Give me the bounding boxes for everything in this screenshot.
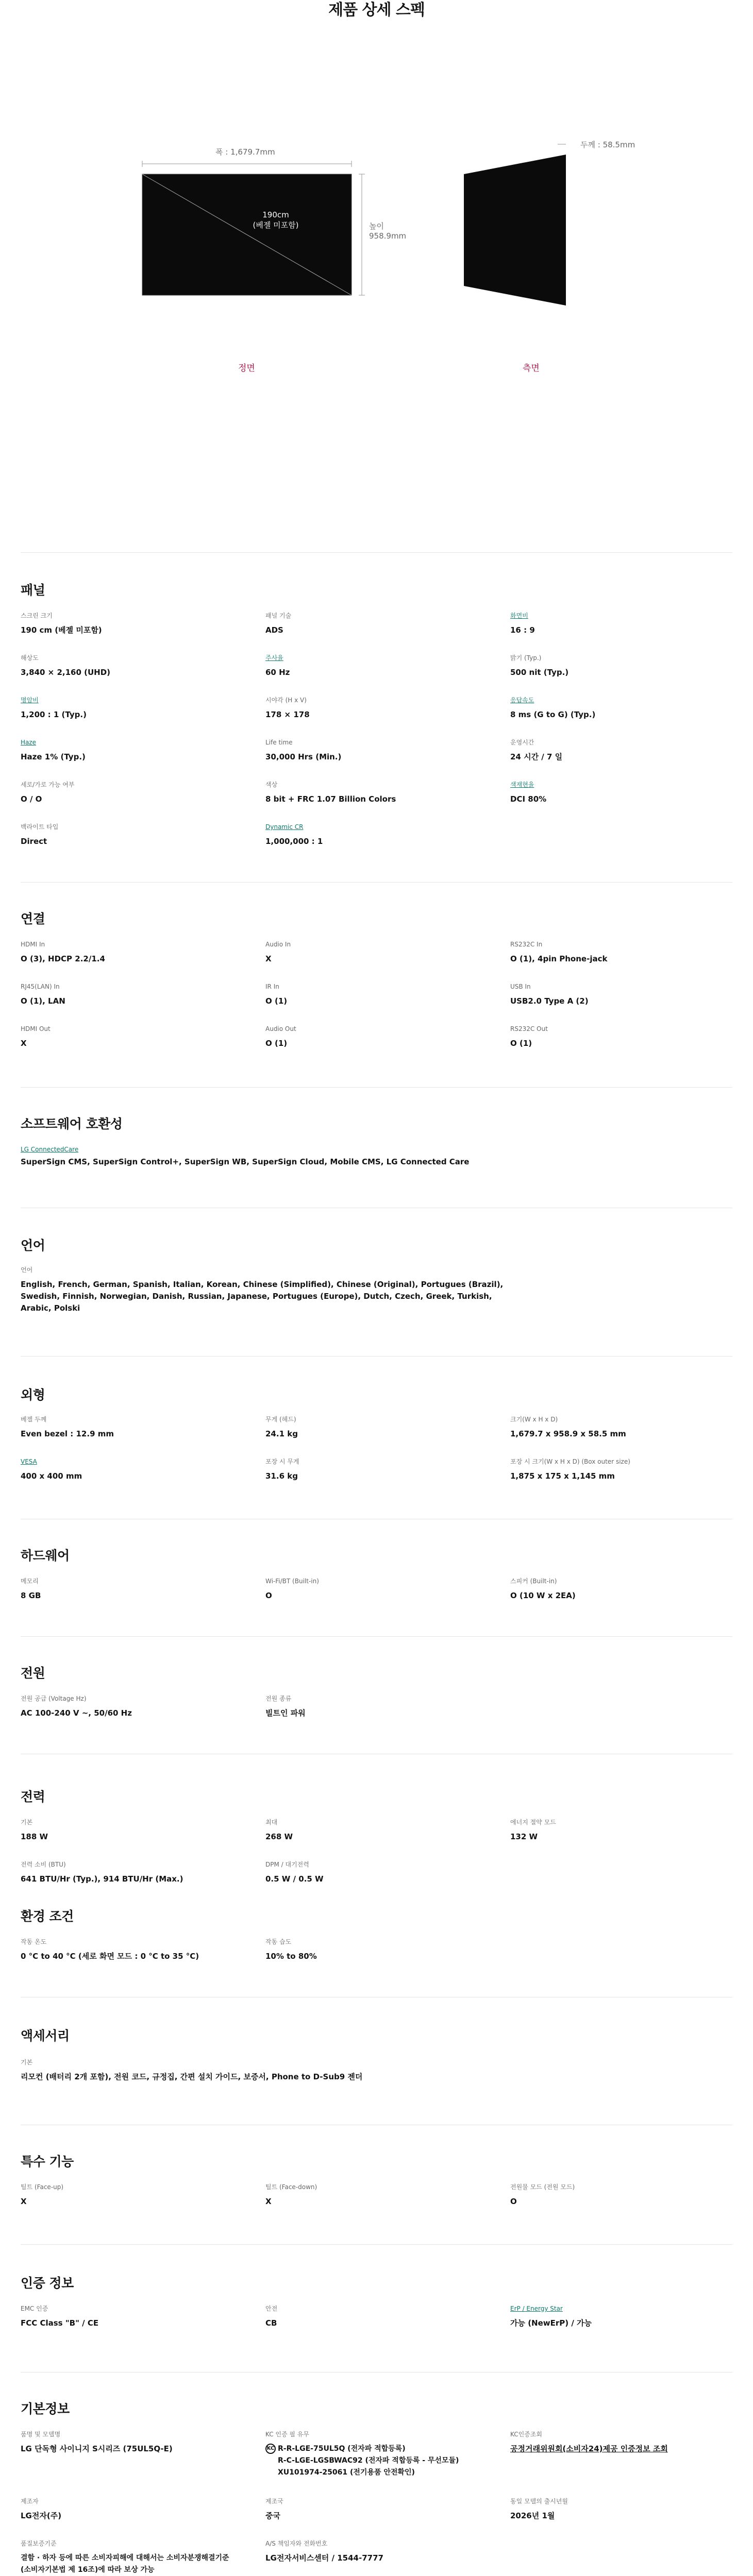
spec-kc-certification: KC 인증 필 유무 KC R-R-LGE-75UL5Q (전자파 적합등록) R-C-LGE-LGSBWAC92 (전자파 적합등록 - 무선모듈) XU101974-25061 (전기용품 안전확인) — [265, 2431, 459, 2477]
spec-tilt-face-up: 틸트 (Face-up) X — [21, 2183, 64, 2206]
spec-kc-lookup[interactable]: KC인증조회 공정거래위원회(소비자24)제공 인증정보 조회 — [510, 2430, 737, 2455]
section-divider — [21, 882, 732, 883]
spec-color-depth: 색상 8 bit + FRC 1.07 Billion Colors — [265, 781, 396, 804]
spec-release-date: 동일 모델의 출시년월 2026년 1월 — [510, 2498, 568, 2520]
spec-rs232c-in: RS232C In O (1), 4pin Phone-jack — [510, 941, 608, 963]
spec-origin: 제조국 중국 — [265, 2498, 283, 2520]
section-divider — [21, 2244, 732, 2245]
spec-erp-energy-star[interactable]: ErP / Energy Star 가능 (NewErP) / 가능 — [510, 2305, 592, 2328]
spec-vesa[interactable]: VESA 400 x 400 mm — [21, 1458, 82, 1481]
spec-rj45-in: RJ45(LAN) In O (1), LAN — [21, 983, 65, 1006]
section-title-special: 특수 기능 — [21, 2154, 74, 2169]
spec-power-max: 최대 268 W — [265, 1819, 293, 1841]
kc-line-3: XU101974-25061 (전기용품 안전확인) — [278, 2468, 415, 2477]
side-view-panel — [464, 155, 566, 306]
section-title-connectivity: 연결 — [21, 911, 45, 926]
front-view-caption: 정면 — [238, 363, 255, 374]
spec-panel-tech: 패널 기술 ADS — [265, 612, 292, 635]
spec-tilt-face-down: 틸트 (Face-down) X — [265, 2183, 317, 2206]
spec-power-mode: 전원물 모드 (전원 모드) O — [510, 2183, 575, 2206]
spec-after-service: A/S 책임자와 전화번호 LG전자서비스센터 / 1544-7777 — [265, 2540, 383, 2563]
spec-packed-weight: 포장 시 무게 31.6 kg — [265, 1458, 299, 1481]
spec-rs232c-out: RS232C Out O (1) — [510, 1025, 548, 1048]
spec-safety: 안전 CB — [265, 2305, 278, 2328]
spec-head-weight: 무게 (헤드) 24.1 kg — [265, 1416, 298, 1438]
section-divider — [21, 1636, 732, 1637]
spec-language: 언어 English, French, German, Spanish, Italian, Korean, Chinese (Simplified), Chinese (Original), Portugues (Brazil), Swedish, Finnish, Norwegian, Danish, Russian, Japanese, Portugues (Europe), Dutch, Czech, Greek, Turkish, Arabic, Polski — [21, 1266, 504, 1313]
section-title-environment: 환경 조건 — [21, 1909, 74, 1924]
section-title-hardware: 하드웨어 — [21, 1548, 70, 1563]
spec-power-type: 전원 종류 빌트인 파워 — [265, 1695, 306, 1718]
spec-orientation: 세로/가로 가능 여부 O / O — [21, 781, 75, 804]
spec-operation-time: 운영시간 24 시간 / 7 일 — [510, 739, 563, 761]
depth-label: 두께 : 58.5mm — [580, 140, 635, 149]
spec-operating-humidity: 작동 습도 10% to 80% — [265, 1938, 317, 1961]
spec-dynamic-cr[interactable]: Dynamic CR 1,000,000 : 1 — [265, 823, 323, 846]
spec-power-btu: 전력 소비 (BTU) 641 BTU/Hr (Typ.), 914 BTU/Hr (Max.) — [21, 1861, 183, 1884]
side-view-caption: 측면 — [523, 363, 540, 374]
height-label: 높이 958.9mm — [369, 222, 407, 241]
screen-size-label: 190cm (베젤 미포함) — [253, 210, 299, 230]
kc-mark-icon: KC — [265, 2444, 276, 2454]
spec-audio-out: Audio Out O (1) — [265, 1025, 296, 1048]
spec-power-typical: 기본 188 W — [21, 1819, 48, 1841]
spec-usb-in: USB In USB2.0 Type A (2) — [510, 983, 589, 1006]
spec-packed-dimensions: 포장 시 크기(W x H x D) (Box outer size) 1,875 x 175 x 1,145 mm — [510, 1458, 630, 1481]
spec-aspect-ratio[interactable]: 화면비 16 : 9 — [510, 612, 535, 635]
spec-backlight-type: 백라이트 타입 Direct — [21, 823, 59, 846]
section-divider — [21, 552, 732, 553]
spec-contrast-ratio[interactable]: 명암비 1,200 : 1 (Typ.) — [21, 697, 87, 719]
spec-viewing-angle: 시야각 (H x V) 178 × 178 — [265, 697, 310, 719]
spec-power-saving: 에너지 절약 모드 132 W — [510, 1819, 556, 1841]
product-drawing — [0, 0, 753, 392]
spec-response-time[interactable]: 응답속도 8 ms (G to G) (Typ.) — [510, 697, 596, 719]
spec-power-dpm: DPM / 대기전력 0.5 W / 0.5 W — [265, 1861, 324, 1884]
spec-speaker: 스피커 (Built-in) O (10 W x 2EA) — [510, 1578, 576, 1600]
spec-accessories: 기본 리모컨 (배터리 2개 포함), 전원 코드, 규정집, 간편 설치 가이드, 보증서, Phone to D-Sub9 젠더 — [21, 2059, 363, 2081]
kc-lookup-link[interactable]: 공정거래위원회(소비자24)제공 인증정보 조회 — [510, 2444, 668, 2453]
spec-life-time: Life time 30,000 Hrs (Min.) — [265, 739, 342, 761]
spec-quality-standard: 품질보증기준 결함 · 하자 등에 따른 소비자피해에 대해서는 소비자분쟁해결기준 (소비자기본법 제 16조)에 따라 보상 가능 — [21, 2540, 229, 2574]
spec-memory: 메모리 8 GB — [21, 1578, 41, 1600]
spec-haze[interactable]: Haze Haze 1% (Typ.) — [21, 739, 86, 761]
spec-emc: EMC 인증 FCC Class "B" / CE — [21, 2305, 99, 2328]
section-divider — [21, 1356, 732, 1357]
spec-audio-in: Audio In X — [265, 941, 291, 963]
page-title: 제품 상세 스펙 — [328, 1, 425, 19]
spec-operating-temp: 작동 온도 0 °C to 40 °C (세로 화면 모드 : 0 °C to 35 °C) — [21, 1938, 199, 1961]
section-title-power-consumption: 전력 — [21, 1789, 45, 1804]
spec-voltage: 전원 공급 (Voltage Hz) AC 100-240 V ~, 50/60 Hz — [21, 1695, 132, 1718]
spec-dimensions: 크기(W x H x D) 1,679.7 x 958.9 x 58.5 mm — [510, 1416, 626, 1438]
kc-line-2: R-C-LGE-LGSBWAC92 (전자파 적합등록 - 무선모듈) — [278, 2456, 459, 2465]
spec-manufacturer: 제조자 LG전자(주) — [21, 2498, 62, 2520]
section-title-power-supply: 전원 — [21, 1666, 45, 1681]
spec-product-name: 품명 및 모델명 LG 단독형 사이니지 S시리즈 (75UL5Q-E) — [21, 2431, 173, 2453]
product-dimension-figure — [0, 0, 753, 392]
spec-software[interactable]: LG ConnectedCare SuperSign CMS, SuperSign Control+, SuperSign WB, SuperSign Cloud, Mobile CMS, LG Connected Care — [21, 1146, 470, 1166]
section-title-software: 소프트웨어 호환성 — [21, 1116, 123, 1131]
spec-ir-in: IR In O (1) — [265, 983, 288, 1006]
spec-hdmi-in: HDMI In O (3), HDCP 2.2/1.4 — [21, 941, 105, 963]
section-title-accessories: 액세서리 — [21, 2028, 70, 2043]
section-title-language: 언어 — [21, 1238, 45, 1253]
section-title-panel: 패널 — [21, 583, 45, 598]
spec-screen-size: 스크린 크기 190 cm (베젤 미포함) — [21, 612, 102, 635]
section-title-certification: 인증 정보 — [21, 2276, 74, 2291]
section-title-exterior: 외형 — [21, 1387, 45, 1402]
width-label: 폭 : 1,679.7mm — [215, 147, 275, 157]
section-divider — [21, 1087, 732, 1088]
spec-wifi-bt: Wi-Fi/BT (Built-in) O — [265, 1578, 319, 1600]
spec-color-gamut[interactable]: 색재현율 DCI 80% — [510, 781, 547, 804]
section-title-basic-info: 기본정보 — [21, 2401, 70, 2416]
kc-line-1: R-R-LGE-75UL5Q (전자파 적합등록) — [278, 2445, 406, 2453]
spec-refresh-rate[interactable]: 주사율 60 Hz — [265, 654, 290, 677]
spec-resolution: 해상도 3,840 × 2,160 (UHD) — [21, 654, 111, 677]
spec-hdmi-out: HDMI Out X — [21, 1025, 51, 1048]
spec-brightness: 밝기 (Typ.) 500 nit (Typ.) — [510, 654, 569, 677]
spec-bezel: 베젤 두께 Even bezel : 12.9 mm — [21, 1416, 114, 1438]
